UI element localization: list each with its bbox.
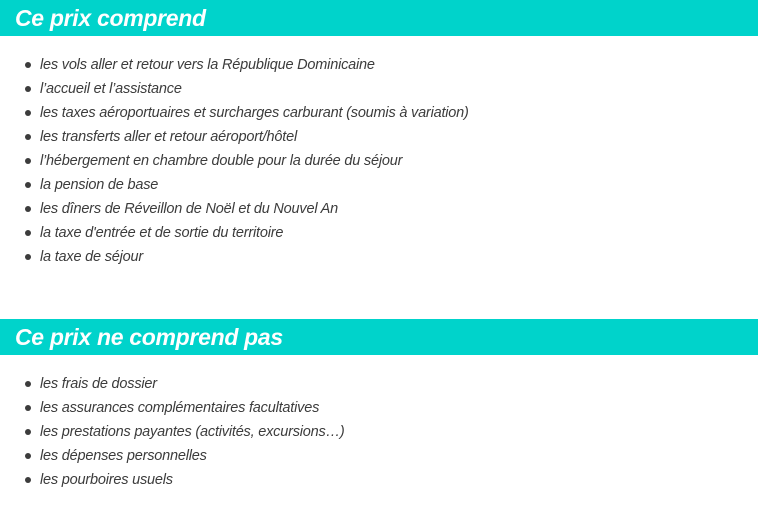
list-item-text: les dîners de Réveillon de Noël et du Nouvel An bbox=[40, 201, 338, 217]
list-item-text: les assurances complémentaires facultatives bbox=[40, 400, 320, 416]
excluded-items-list bbox=[0, 372, 345, 492]
bullet-icon bbox=[25, 429, 31, 435]
list-item bbox=[0, 372, 345, 396]
list-item-text: la taxe de séjour bbox=[40, 249, 143, 265]
bullet-icon bbox=[25, 134, 31, 140]
list-item bbox=[0, 101, 469, 125]
list-item-text: la taxe d'entrée et de sortie du territoire bbox=[40, 225, 284, 241]
bullet-icon bbox=[25, 110, 31, 116]
list-item-text: les taxes aéroportuaires et surcharges carburant (soumis à variation) bbox=[40, 105, 469, 121]
list-item bbox=[0, 77, 469, 101]
excluded-section-header bbox=[0, 319, 758, 355]
included-items-list bbox=[0, 53, 469, 269]
list-item-text: l’hébergement en chambre double pour la durée du séjour bbox=[40, 153, 403, 169]
bullet-icon bbox=[25, 381, 31, 387]
list-item-text: les frais de dossier bbox=[40, 376, 157, 392]
list-item bbox=[0, 53, 469, 77]
list-item-text: l’accueil et l’assistance bbox=[40, 81, 182, 97]
list-item bbox=[0, 444, 345, 468]
bullet-icon bbox=[25, 206, 31, 212]
bullet-icon bbox=[25, 182, 31, 188]
bullet-icon bbox=[25, 477, 31, 483]
list-item bbox=[0, 125, 469, 149]
bullet-icon bbox=[25, 405, 31, 411]
bullet-icon bbox=[25, 230, 31, 236]
list-item-text: la pension de base bbox=[40, 177, 159, 193]
included-section-title: Ce prix comprend bbox=[15, 5, 206, 31]
list-item bbox=[0, 173, 469, 197]
list-item bbox=[0, 468, 345, 492]
excluded-section-title: Ce prix ne comprend pas bbox=[15, 324, 283, 350]
bullet-icon bbox=[25, 254, 31, 260]
list-item-text: les pourboires usuels bbox=[40, 472, 173, 488]
bullet-icon bbox=[25, 158, 31, 164]
list-item bbox=[0, 396, 345, 420]
list-item bbox=[0, 245, 469, 269]
bullet-icon bbox=[25, 86, 31, 92]
list-item-text: les transferts aller et retour aéroport/hôtel bbox=[40, 129, 297, 145]
list-item-text: les dépenses personnelles bbox=[40, 448, 207, 464]
list-item bbox=[0, 420, 345, 444]
included-section-header bbox=[0, 0, 758, 36]
list-item bbox=[0, 149, 469, 173]
bullet-icon bbox=[25, 62, 31, 68]
list-item bbox=[0, 197, 469, 221]
bullet-icon bbox=[25, 453, 31, 459]
list-item-text: les prestations payantes (activités, excursions…) bbox=[40, 424, 345, 440]
list-item bbox=[0, 221, 469, 245]
list-item-text: les vols aller et retour vers la République Dominicaine bbox=[40, 57, 375, 73]
